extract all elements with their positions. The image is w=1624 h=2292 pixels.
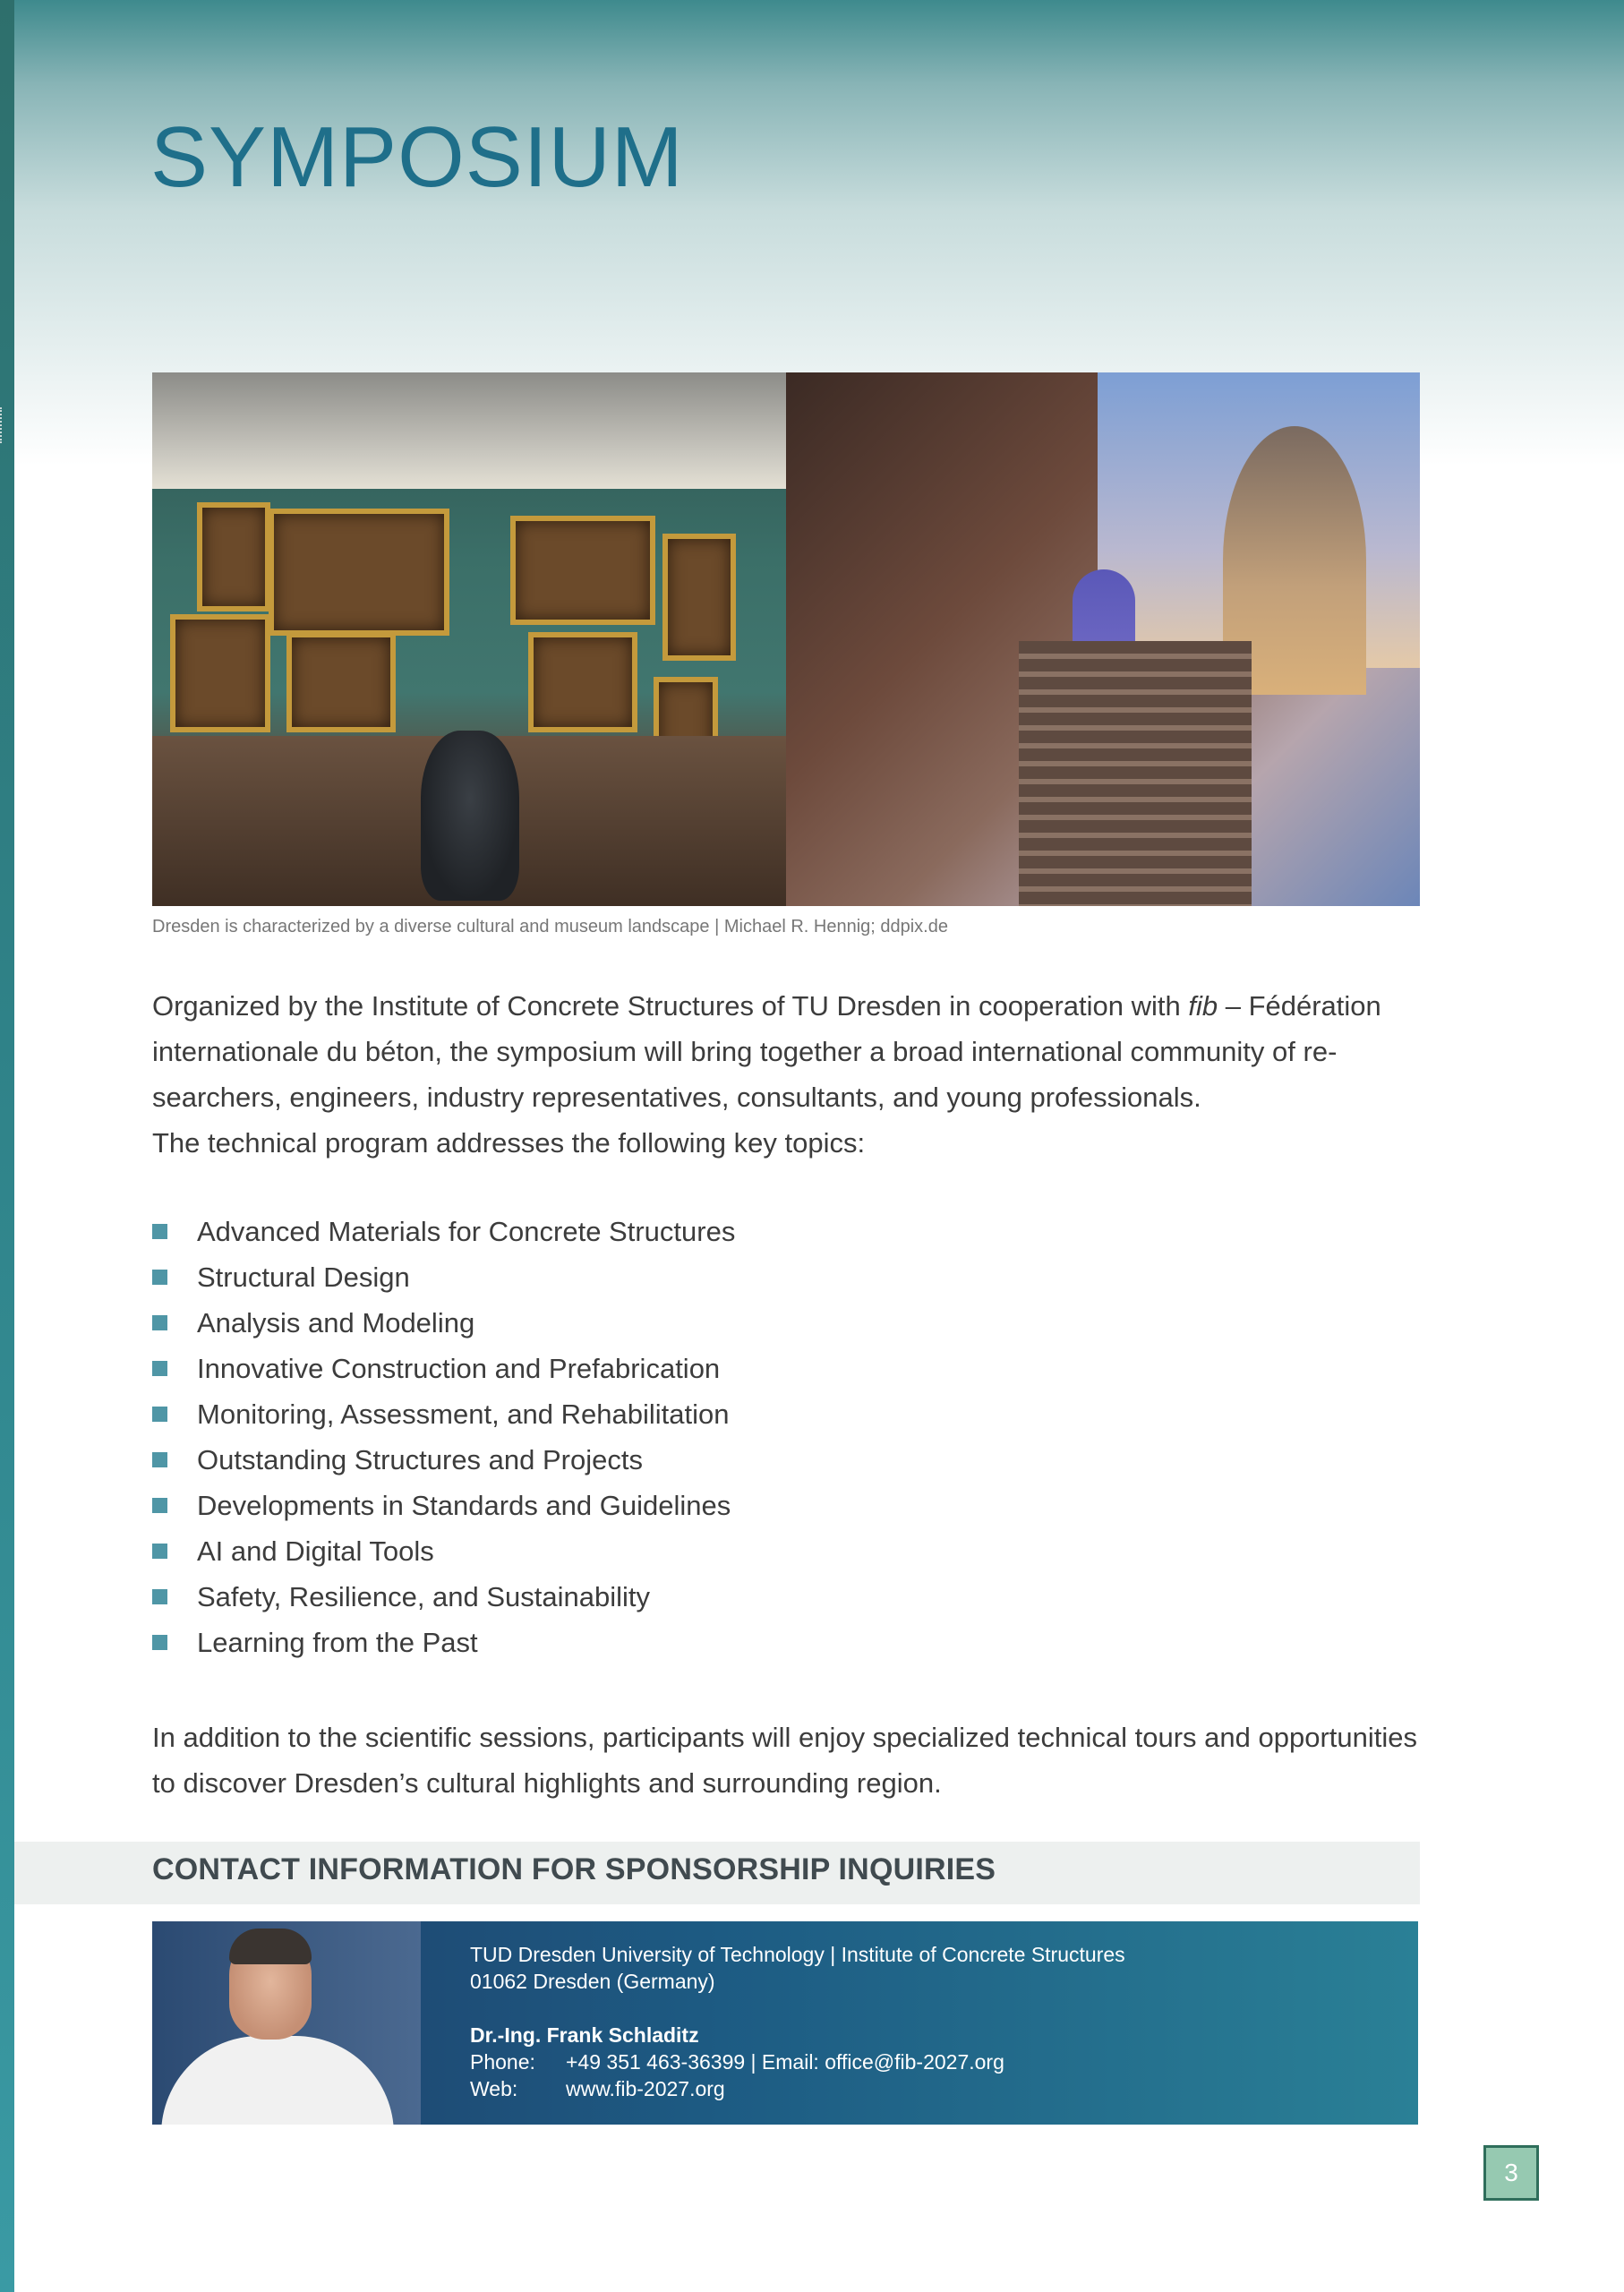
square-bullet-icon	[152, 1498, 167, 1513]
intro-lead-in: The technical program addresses the following key topics:	[152, 1127, 866, 1159]
contact-name: Dr.-Ing. Frank Schladitz	[470, 2023, 699, 2047]
contact-portrait-photo	[152, 1921, 421, 2125]
contact-institution: TUD Dresden University of Technology | Institute of Concrete Structures	[470, 1943, 1125, 1966]
portrait-shirt	[161, 2036, 394, 2125]
fib-italic: fib	[1188, 990, 1218, 1022]
list-item: Outstanding Structures and Projects	[152, 1437, 735, 1483]
intro-text-part2: – Fédération internationale du béton, the symposium will bring together a broad international community of researchers, engineers, industry representatives, consultants, and young professionals.	[152, 990, 1381, 1113]
web-link[interactable]: www.fib-2027.org	[566, 2077, 725, 2100]
list-item: Learning from the Past	[152, 1620, 735, 1665]
baroque-staircase	[1019, 641, 1252, 906]
contact-phone-row	[470, 2048, 1125, 2075]
painting	[510, 516, 655, 625]
contact-heading: CONTACT INFORMATION FOR SPONSORSHIP INQUIRIES	[152, 1852, 996, 1886]
museum-gallery-photo	[152, 372, 786, 906]
painting	[286, 632, 396, 732]
list-item: Advanced Materials for Concrete Structures	[152, 1209, 735, 1254]
list-item: Analysis and Modeling	[152, 1300, 735, 1346]
list-item: AI and Digital Tools	[152, 1528, 735, 1574]
square-bullet-icon	[152, 1452, 167, 1467]
phone-email-value[interactable]: +49 351 463-36399 | Email: office@fib-2027.org	[566, 2050, 1004, 2074]
statue	[421, 731, 519, 901]
square-bullet-icon	[152, 1361, 167, 1376]
gallery-ceiling	[152, 372, 786, 489]
edge-crop-mark	[0, 407, 14, 443]
square-bullet-icon	[152, 1315, 167, 1330]
square-bullet-icon	[152, 1635, 167, 1650]
contact-card	[152, 1921, 1418, 2125]
painting	[528, 632, 637, 732]
painting	[197, 502, 270, 611]
contact-details	[470, 1941, 1125, 2102]
intro-text-part1: Organized by the Institute of Concrete Structures of TU Dresden in cooperation with	[152, 990, 1189, 1022]
hero-image-pair	[152, 372, 1420, 906]
square-bullet-icon	[152, 1224, 167, 1239]
closing-paragraph: In addition to the scientific sessions, participants will enjoy specialized technical tours and opportunities to discover Dresden’s cultural highlights and surrounding region.	[152, 1722, 1417, 1799]
list-item: Developments in Standards and Guidelines	[152, 1483, 735, 1528]
list-item: Structural Design	[152, 1254, 735, 1300]
contact-web-row	[470, 2075, 1125, 2102]
web-label: Web:	[470, 2077, 518, 2100]
page-title: SYMPOSIUM	[150, 109, 684, 205]
painting	[269, 509, 449, 636]
contact-address: 01062 Dresden (Germany)	[470, 1970, 715, 1993]
painting	[170, 614, 270, 732]
square-bullet-icon	[152, 1544, 167, 1559]
list-item: Innovative Construction and Prefabrication	[152, 1346, 735, 1391]
page-number: 3	[1483, 2145, 1539, 2201]
dresden-old-town-photo	[786, 372, 1420, 906]
list-item: Monitoring, Assessment, and Rehabilitation	[152, 1391, 735, 1437]
image-caption: Dresden is characterized by a diverse cultural and museum landscape | Michael R. Hennig; ddpix.de	[152, 917, 948, 936]
painting	[662, 534, 736, 661]
square-bullet-icon	[152, 1589, 167, 1604]
square-bullet-icon	[152, 1270, 167, 1285]
intro-paragraph	[152, 983, 1423, 1166]
list-item: Safety, Resilience, and Sustainability	[152, 1574, 735, 1620]
portrait-hair	[229, 1929, 312, 1964]
square-bullet-icon	[152, 1407, 167, 1422]
phone-label: Phone:	[470, 2050, 535, 2074]
left-accent-bar	[0, 0, 14, 2292]
key-topics-list	[152, 1209, 735, 1665]
